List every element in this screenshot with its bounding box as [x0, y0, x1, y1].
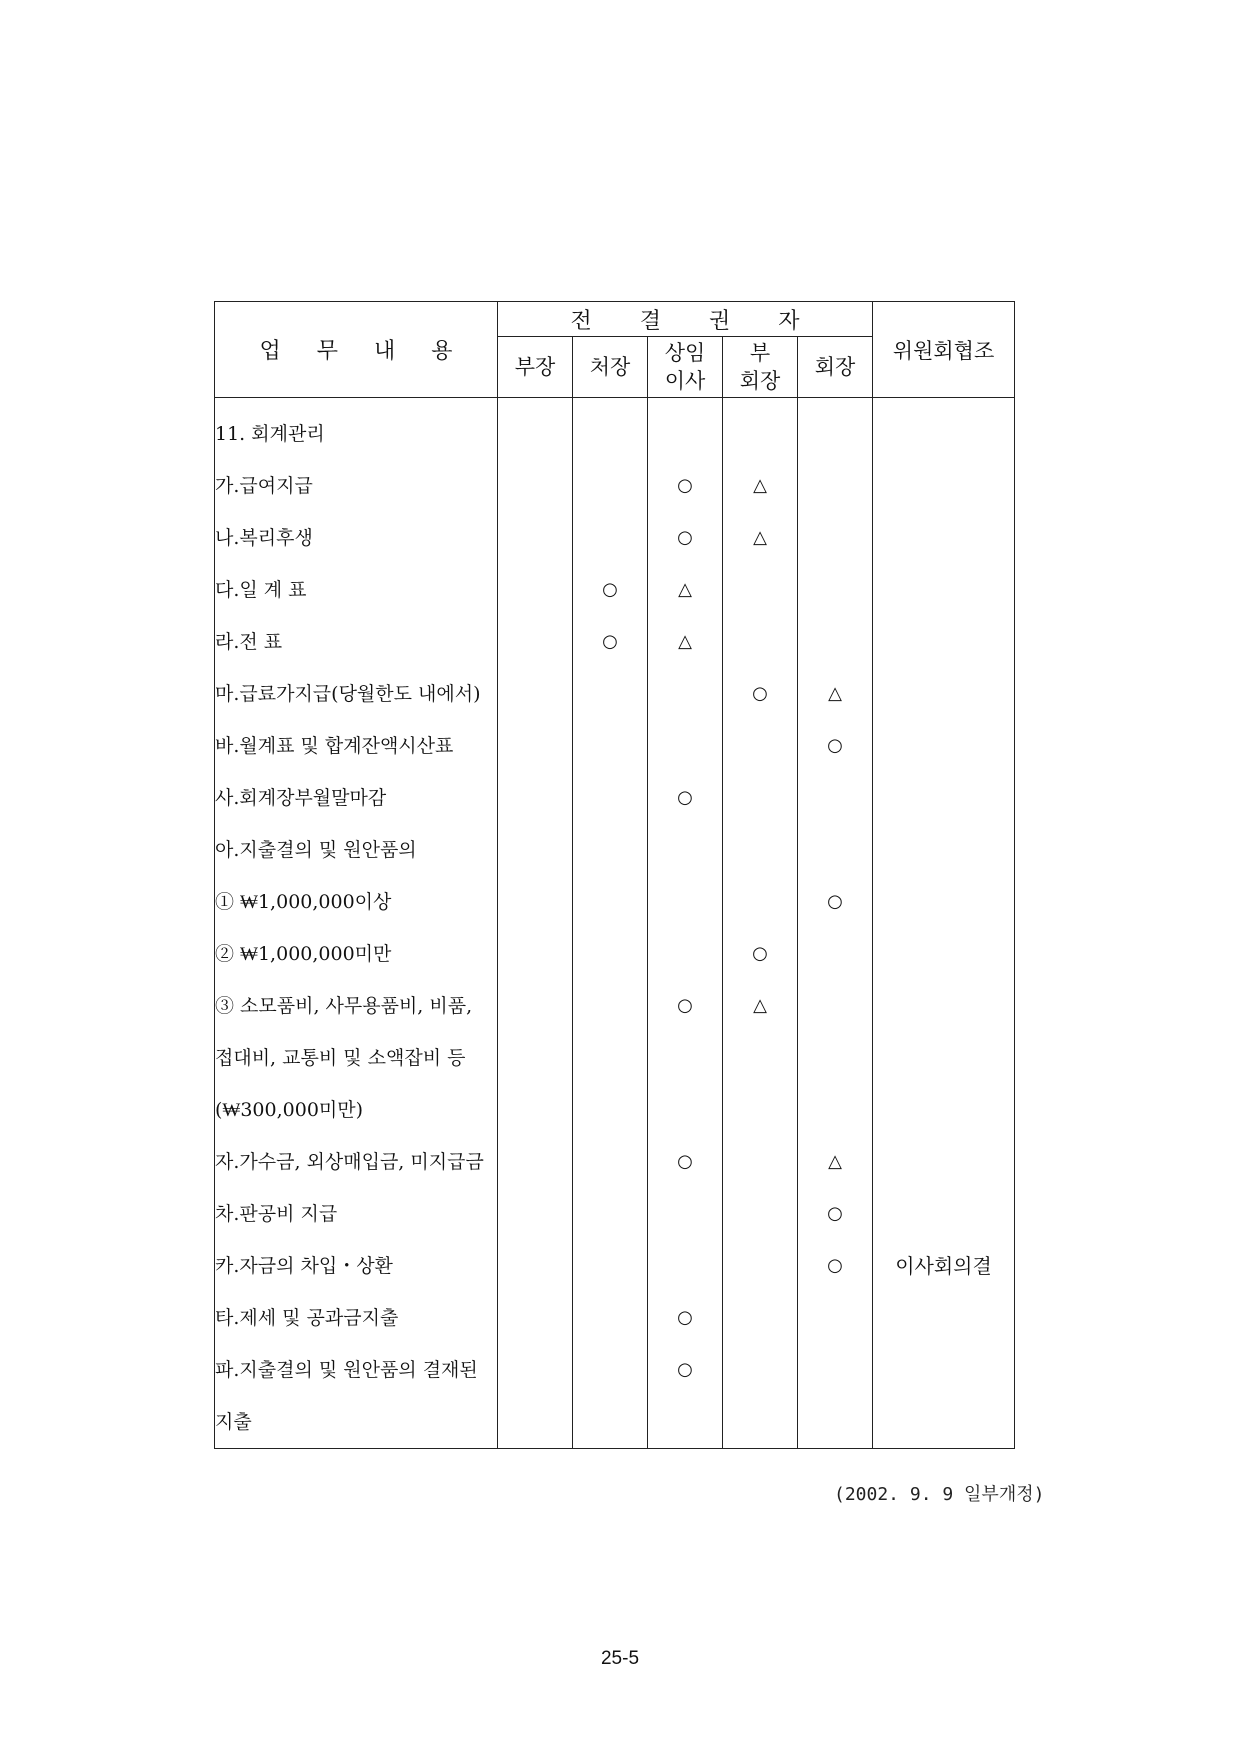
approval-mark: ○: [602, 579, 618, 600]
approval-mark: [573, 512, 647, 564]
approval-mark: ○: [677, 1359, 693, 1380]
cooperation-cell: [873, 876, 1014, 928]
approval-mark: [573, 668, 647, 720]
header-task-content: 업 무 내 용: [215, 302, 498, 398]
approval-mark: [648, 408, 722, 460]
approval-mark: △: [828, 683, 842, 704]
task-item: 차.판공비 지급: [215, 1203, 338, 1225]
approval-mark: [798, 460, 872, 512]
approval-mark: ○: [677, 1307, 693, 1328]
approval-mark: [798, 928, 872, 980]
cooperation-cell: [873, 564, 1014, 616]
approval-mark: [648, 1032, 722, 1084]
approval-mark: ○: [827, 1255, 843, 1276]
approval-mark: [498, 564, 572, 616]
revision-note: (2002. 9. 9 일부개정): [834, 1484, 1045, 1505]
approval-mark: [648, 1240, 722, 1292]
task-item: 타.제세 및 공과금지출: [215, 1307, 399, 1329]
task-item: 접대비, 교통비 및 소액잡비 등: [215, 1047, 466, 1069]
approval-mark: [798, 512, 872, 564]
task-item: 자.가수금, 외상매입금, 미지급금: [215, 1151, 484, 1173]
approval-mark: [798, 564, 872, 616]
approval-mark: [723, 564, 797, 616]
task-item: 가.급여지급: [215, 475, 313, 497]
approval-mark: ○: [752, 683, 768, 704]
cooperation-cell: [873, 1136, 1014, 1188]
approval-mark: [498, 876, 572, 928]
approval-mark: ○: [602, 631, 618, 652]
approval-mark: [498, 1344, 572, 1396]
approval-mark: [573, 772, 647, 824]
task-item: 파.지출결의 및 원안품의 결재된: [215, 1359, 478, 1381]
approval-mark: [573, 1240, 647, 1292]
approval-mark: [723, 772, 797, 824]
cooperation-column: [873, 398, 1015, 1449]
approval-mark: [798, 1084, 872, 1136]
approval-mark: [798, 1396, 872, 1448]
approval-mark: [498, 824, 572, 876]
task-item: 사.회계장부월말마감: [215, 787, 387, 809]
cooperation-cell: [873, 1032, 1014, 1084]
approval-mark: [498, 1032, 572, 1084]
task-column: [215, 398, 498, 1449]
delegation-table: [214, 301, 1015, 1449]
cooperation-cell: [873, 1188, 1014, 1240]
cooperation-cell: [873, 772, 1014, 824]
approval-mark: [573, 720, 647, 772]
cooperation-cell: [873, 1084, 1014, 1136]
approval-mark: ○: [827, 891, 843, 912]
approval-mark: △: [828, 1151, 842, 1172]
header-role-director: 처장: [573, 337, 648, 398]
approval-mark: [498, 772, 572, 824]
mark-column-manager: [498, 398, 573, 1449]
cooperation-cell: 이사회의결: [895, 1254, 992, 1278]
header-approval-authority: 전 결 권 자: [498, 302, 873, 337]
cooperation-cell: [873, 720, 1014, 772]
task-item: 다.일 계 표: [215, 579, 307, 601]
approval-mark: [573, 980, 647, 1032]
approval-mark: [573, 876, 647, 928]
mark-column-executive-director: [648, 398, 723, 1449]
cooperation-cell: [873, 460, 1014, 512]
task-item: 나.복리후생: [215, 527, 313, 549]
approval-mark: [648, 1188, 722, 1240]
approval-mark: ○: [677, 995, 693, 1016]
approval-mark: [648, 1396, 722, 1448]
approval-mark: ○: [752, 943, 768, 964]
approval-mark: △: [753, 475, 767, 496]
approval-mark: [498, 928, 572, 980]
approval-mark: △: [753, 527, 767, 548]
approval-mark: [798, 1032, 872, 1084]
approval-mark: △: [678, 631, 692, 652]
approval-mark: [798, 1344, 872, 1396]
header-role-manager: 부장: [498, 337, 573, 398]
approval-mark: △: [753, 995, 767, 1016]
cooperation-cell: [873, 408, 1014, 460]
cooperation-cell: [873, 512, 1014, 564]
approval-mark: ○: [677, 1151, 693, 1172]
cooperation-cell: [873, 1396, 1014, 1448]
approval-mark: [573, 460, 647, 512]
mark-column-vice-president: [723, 398, 798, 1449]
approval-mark: [573, 1188, 647, 1240]
approval-mark: [798, 980, 872, 1032]
cooperation-cell: [873, 1292, 1014, 1344]
header-committee-cooperation: 위원회협조: [873, 302, 1015, 398]
approval-mark: [498, 1136, 572, 1188]
approval-mark: [723, 1344, 797, 1396]
task-item: ① ₩1,000,000이상: [215, 891, 392, 913]
approval-mark: [573, 928, 647, 980]
approval-mark: [723, 408, 797, 460]
approval-mark: [798, 772, 872, 824]
approval-mark: [723, 616, 797, 668]
task-item: ② ₩1,000,000미만: [215, 943, 392, 965]
approval-mark: [573, 408, 647, 460]
task-item: (₩300,000미만): [215, 1099, 364, 1121]
approval-mark: [498, 1292, 572, 1344]
approval-mark: [648, 876, 722, 928]
approval-mark: [723, 1084, 797, 1136]
mark-column-director: [573, 398, 648, 1449]
approval-mark: [498, 1084, 572, 1136]
task-item: 지출: [215, 1411, 252, 1433]
task-item: 바.월계표 및 합계잔액시산표: [215, 735, 454, 757]
approval-mark: [648, 720, 722, 772]
mark-column-president: [798, 398, 873, 1449]
approval-mark: [498, 512, 572, 564]
approval-mark: [798, 616, 872, 668]
cooperation-cell: [873, 928, 1014, 980]
approval-mark: [798, 1292, 872, 1344]
approval-mark: [498, 408, 572, 460]
header-role-executive-director: 상임 이사: [648, 337, 723, 398]
page-number: 25-5: [600, 1648, 640, 1669]
approval-mark: [723, 720, 797, 772]
header-role-president: 회장: [798, 337, 873, 398]
approval-mark: [798, 408, 872, 460]
approval-mark: [573, 1084, 647, 1136]
approval-mark: [723, 1032, 797, 1084]
task-item: 라.전 표: [215, 631, 283, 653]
task-item: 카.자금의 차입・상환: [215, 1255, 393, 1277]
task-item: 11. 회계관리: [215, 423, 325, 445]
approval-mark: [573, 1292, 647, 1344]
approval-mark: ○: [677, 787, 693, 808]
approval-mark: [723, 824, 797, 876]
approval-mark: [498, 1188, 572, 1240]
cooperation-cell: [873, 980, 1014, 1032]
approval-mark: [573, 824, 647, 876]
approval-mark: [648, 1084, 722, 1136]
cooperation-cell: [873, 668, 1014, 720]
approval-mark: [723, 1240, 797, 1292]
approval-mark: [498, 668, 572, 720]
approval-mark: [648, 928, 722, 980]
approval-mark: [573, 1136, 647, 1188]
approval-mark: [648, 824, 722, 876]
task-item: 아.지출결의 및 원안품의: [215, 839, 417, 861]
approval-mark: [573, 1032, 647, 1084]
approval-mark: [498, 720, 572, 772]
approval-mark: [798, 824, 872, 876]
approval-mark: [723, 876, 797, 928]
approval-mark: ○: [827, 735, 843, 756]
approval-mark: [498, 1240, 572, 1292]
approval-mark: [723, 1396, 797, 1448]
approval-mark: ○: [677, 475, 693, 496]
approval-mark: [723, 1188, 797, 1240]
approval-mark: [573, 1396, 647, 1448]
approval-mark: [573, 1344, 647, 1396]
approval-mark: △: [678, 579, 692, 600]
cooperation-cell: [873, 616, 1014, 668]
approval-mark: [498, 1396, 572, 1448]
cooperation-cell: [873, 824, 1014, 876]
approval-mark: [498, 460, 572, 512]
cooperation-cell: [873, 1344, 1014, 1396]
task-item: 마.급료가지급(당월한도 내에서): [215, 683, 481, 705]
approval-mark: ○: [827, 1203, 843, 1224]
task-item: ③ 소모품비, 사무용품비, 비품,: [215, 995, 473, 1017]
approval-mark: [498, 616, 572, 668]
header-role-vice-president: 부 회장: [723, 337, 798, 398]
approval-mark: [723, 1136, 797, 1188]
approval-mark: ○: [677, 527, 693, 548]
approval-mark: [648, 668, 722, 720]
approval-mark: [498, 980, 572, 1032]
approval-mark: [723, 1292, 797, 1344]
